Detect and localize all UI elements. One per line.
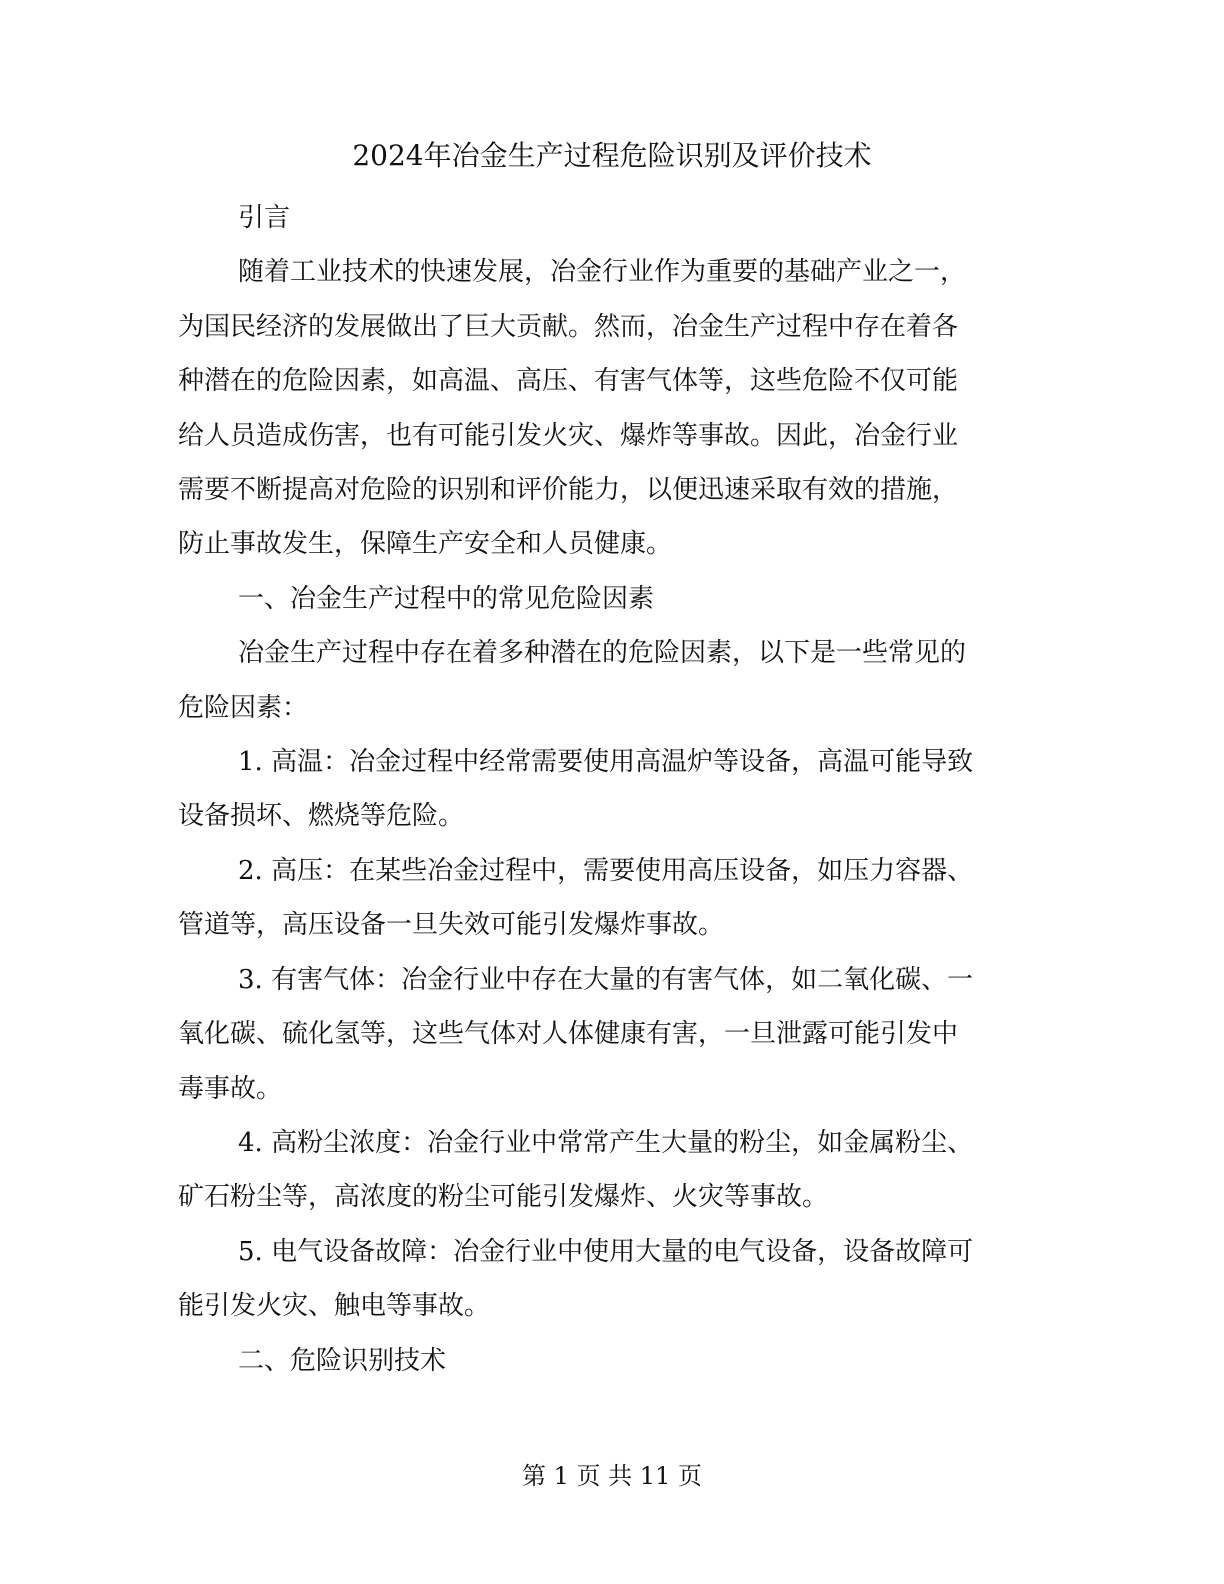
paragraph-line: 氧化碳、硫化氢等，这些气体对人体健康有害，一旦泄露可能引发中 bbox=[178, 1019, 959, 1050]
paragraph-line: 毒事故。 bbox=[178, 1073, 283, 1104]
paragraph-line: 能引发火灾、触电等事故。 bbox=[178, 1291, 491, 1322]
paragraph bbox=[178, 953, 1046, 1116]
paragraph-line: 一、冶金生产过程中的常见危险因素 bbox=[238, 583, 655, 614]
paragraph-line: 管道等，高压设备一旦失效可能引发爆炸事故。 bbox=[178, 910, 725, 941]
paragraph-line: 引言 bbox=[238, 203, 291, 233]
paragraph-line: 给人员造成伤害，也有可能引发火灾、爆炸等事故。因此，冶金行业 bbox=[178, 420, 959, 451]
paragraph-line: 需要不断提高对危险的识别和评价能力，以便迅速采取有效的措施， bbox=[178, 475, 959, 506]
paragraph bbox=[178, 626, 1046, 735]
paragraph bbox=[178, 735, 1046, 844]
page-number-footer: 第 1 页 共 11 页 bbox=[522, 1462, 702, 1490]
paragraph-line: 防止事故发生，保障生产安全和人员健康。 bbox=[178, 529, 673, 560]
paragraph-line: 设备损坏、燃烧等危险。 bbox=[178, 801, 465, 832]
paragraph-line: 随着工业技术的快速发展，冶金行业作为重要的基础产业之一， bbox=[238, 257, 967, 288]
paragraph bbox=[178, 1225, 1046, 1334]
paragraph-line: 5. 电气设备故障：冶金行业中使用大量的电气设备，设备故障可 bbox=[238, 1236, 974, 1267]
paragraph-line: 4. 高粉尘浓度：冶金行业中常常产生大量的粉尘，如金属粉尘、 bbox=[238, 1127, 974, 1158]
paragraph bbox=[178, 191, 1046, 245]
paragraph-line: 种潜在的危险因素，如高温、高压、有害气体等，这些危险不仅可能 bbox=[178, 366, 959, 397]
paragraph bbox=[178, 1116, 1046, 1225]
paragraph-line: 矿石粉尘等，高浓度的粉尘可能引发爆炸、火灾等事故。 bbox=[178, 1182, 829, 1213]
paragraph-line: 冶金生产过程中存在着多种潜在的危险因素，以下是一些常见的 bbox=[238, 638, 967, 669]
document-body bbox=[178, 191, 1046, 1388]
paragraph-line: 二、危险识别技术 bbox=[238, 1345, 447, 1376]
document-title: 2024年冶金生产过程危险识别及评价技术 bbox=[352, 139, 872, 172]
paragraph-line: 危险因素： bbox=[178, 692, 309, 723]
paragraph bbox=[178, 1334, 1046, 1388]
paragraph bbox=[178, 245, 1046, 571]
paragraph bbox=[178, 572, 1046, 626]
paragraph bbox=[178, 844, 1046, 953]
paragraph-line: 为国民经济的发展做出了巨大贡献。然而，冶金生产过程中存在着各 bbox=[178, 311, 959, 342]
paragraph-line: 3. 有害气体：冶金行业中存在大量的有害气体，如二氧化碳、一 bbox=[238, 964, 974, 995]
paragraph-line: 2. 高压：在某些冶金过程中，需要使用高压设备，如压力容器、 bbox=[238, 855, 974, 886]
paragraph-line: 1. 高温：冶金过程中经常需要使用高温炉等设备，高温可能导致 bbox=[238, 747, 974, 778]
